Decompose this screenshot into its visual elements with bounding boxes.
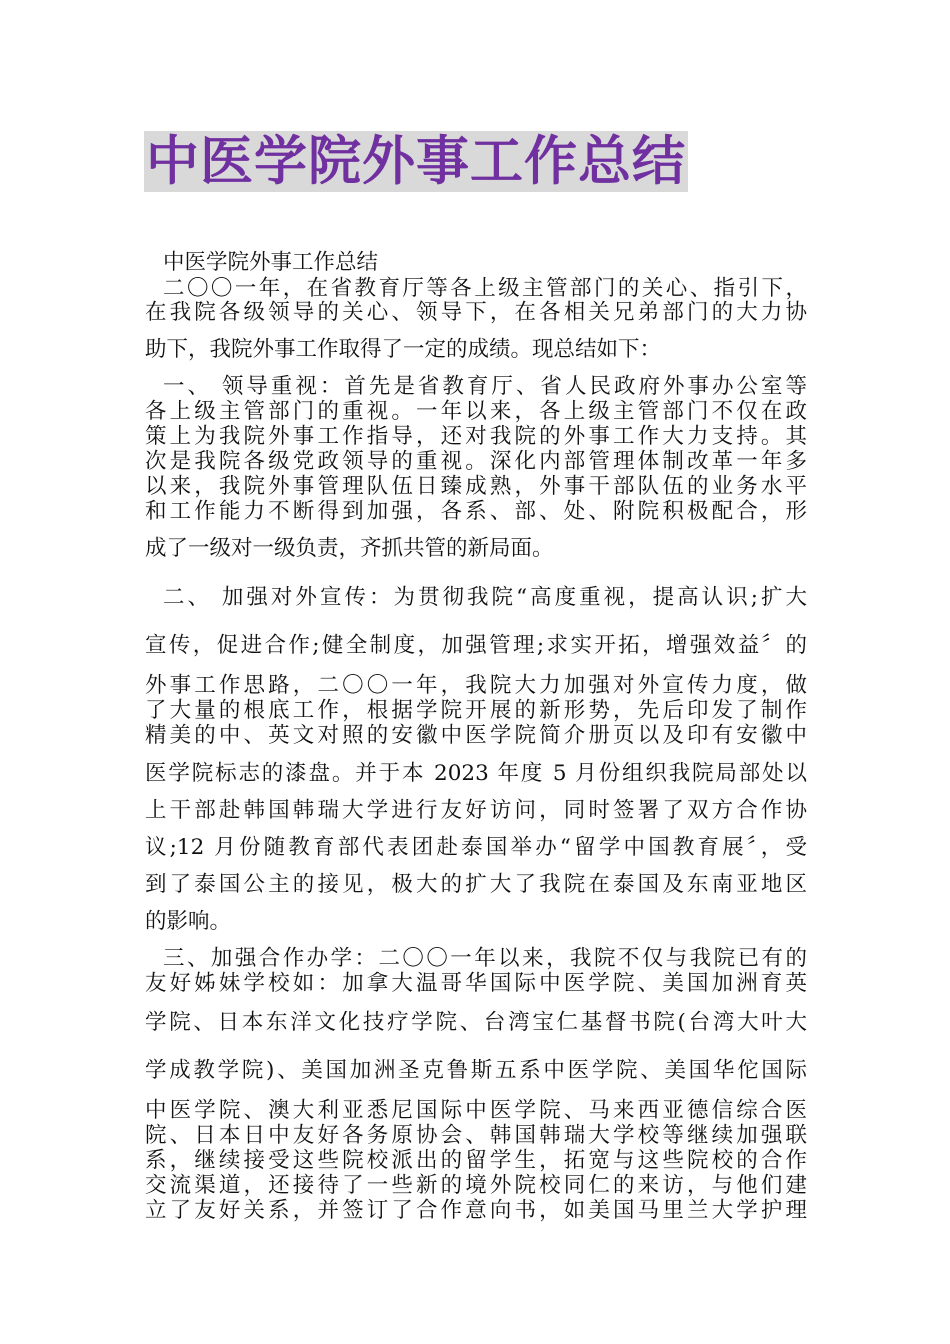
text-line: 一、 领导重视：首先是省教育厅、省人民政府外事办公室等 bbox=[163, 374, 807, 399]
text-line: 策上为我院外事工作指导，还对我院的外事工作大力支持。其 bbox=[145, 424, 807, 449]
text-line: 学成教学院)、美国加洲圣克鲁斯五系中医学院、美国华佗国际 bbox=[145, 1058, 807, 1083]
text-line: 外事工作思路，二〇〇一年，我院大力加强对外宣传力度，做 bbox=[145, 673, 807, 698]
text-line: 上干部赴韩国韩瑞大学进行友好访问，同时签署了双方合作协 bbox=[145, 798, 807, 823]
document-subtitle: 中医学院外事工作总结 bbox=[163, 250, 379, 275]
text-line: 二〇〇一年，在省教育厅等各上级主管部门的关心、指引下， bbox=[163, 276, 807, 301]
text-line: 系，继续接受这些院校派出的留学生，拓宽与这些院校的合作 bbox=[145, 1148, 807, 1173]
text-line: 成了一级对一级负责，齐抓共管的新局面。 bbox=[145, 536, 554, 561]
text-line: 到了泰国公主的接见，极大的扩大了我院在泰国及东南亚地区 bbox=[145, 872, 807, 897]
text-line: 各上级主管部门的重视。一年以来，各上级主管部门不仅在政 bbox=[145, 399, 807, 424]
text-line: 立了友好关系，并签订了合作意向书，如美国马里兰大学护理 bbox=[145, 1198, 807, 1223]
text-line: 交流渠道，还接待了一些新的境外院校同仁的来访，与他们建 bbox=[145, 1173, 807, 1198]
text-line: 学院、日本东洋文化技疗学院、台湾宝仁基督书院(台湾大叶大 bbox=[145, 1010, 807, 1035]
text-line: 的影响。 bbox=[145, 909, 232, 934]
text-line: 和工作能力不断得到加强，各系、部、处、附院积极配合，形 bbox=[145, 499, 807, 524]
text-line: 宣传，促进合作;健全制度，加强管理;求实开拓，增强效益〞的 bbox=[145, 633, 807, 658]
text-line: 精美的中、英文对照的安徽中医学院简介册页以及印有安徽中 bbox=[145, 723, 807, 748]
text-line: 中医学院、澳大利亚悉尼国际中医学院、马来西亚德信综合医 bbox=[145, 1098, 807, 1123]
text-line: 院、日本日中友好各务原协会、韩国韩瑞大学校等继续加强联 bbox=[145, 1123, 807, 1148]
text-line: 在我院各级领导的关心、领导下，在各相关兄弟部门的大力协 bbox=[145, 300, 807, 325]
text-line: 三、加强合作办学：二〇〇一年以来，我院不仅与我院已有的 bbox=[163, 946, 807, 971]
text-line: 次是我院各级党政领导的重视。深化内部管理体制改革一年多 bbox=[145, 449, 807, 474]
text-line: 助下，我院外事工作取得了一定的成绩。现总结如下： bbox=[145, 337, 662, 362]
text-line: 友好姊妹学校如：加拿大温哥华国际中医学院、美国加洲育英 bbox=[145, 971, 807, 996]
text-line: 二、 加强对外宣传：为贯彻我院“高度重视，提高认识;扩大 bbox=[163, 585, 807, 610]
text-line: 医学院标志的漆盘。并于本 2023 年度 5 月份组织我院局部处以 bbox=[145, 761, 807, 786]
text-line: 了大量的根底工作，根据学院开展的新形势，先后印发了制作 bbox=[145, 698, 807, 723]
document-title: 中医学院外事工作总结 bbox=[146, 131, 686, 192]
text-line: 议;12 月份随教育部代表团赴泰国举办“留学中国教育展〞，受 bbox=[145, 835, 807, 860]
text-line: 以来，我院外事管理队伍日臻成熟，外事干部队伍的业务水平 bbox=[145, 474, 807, 499]
